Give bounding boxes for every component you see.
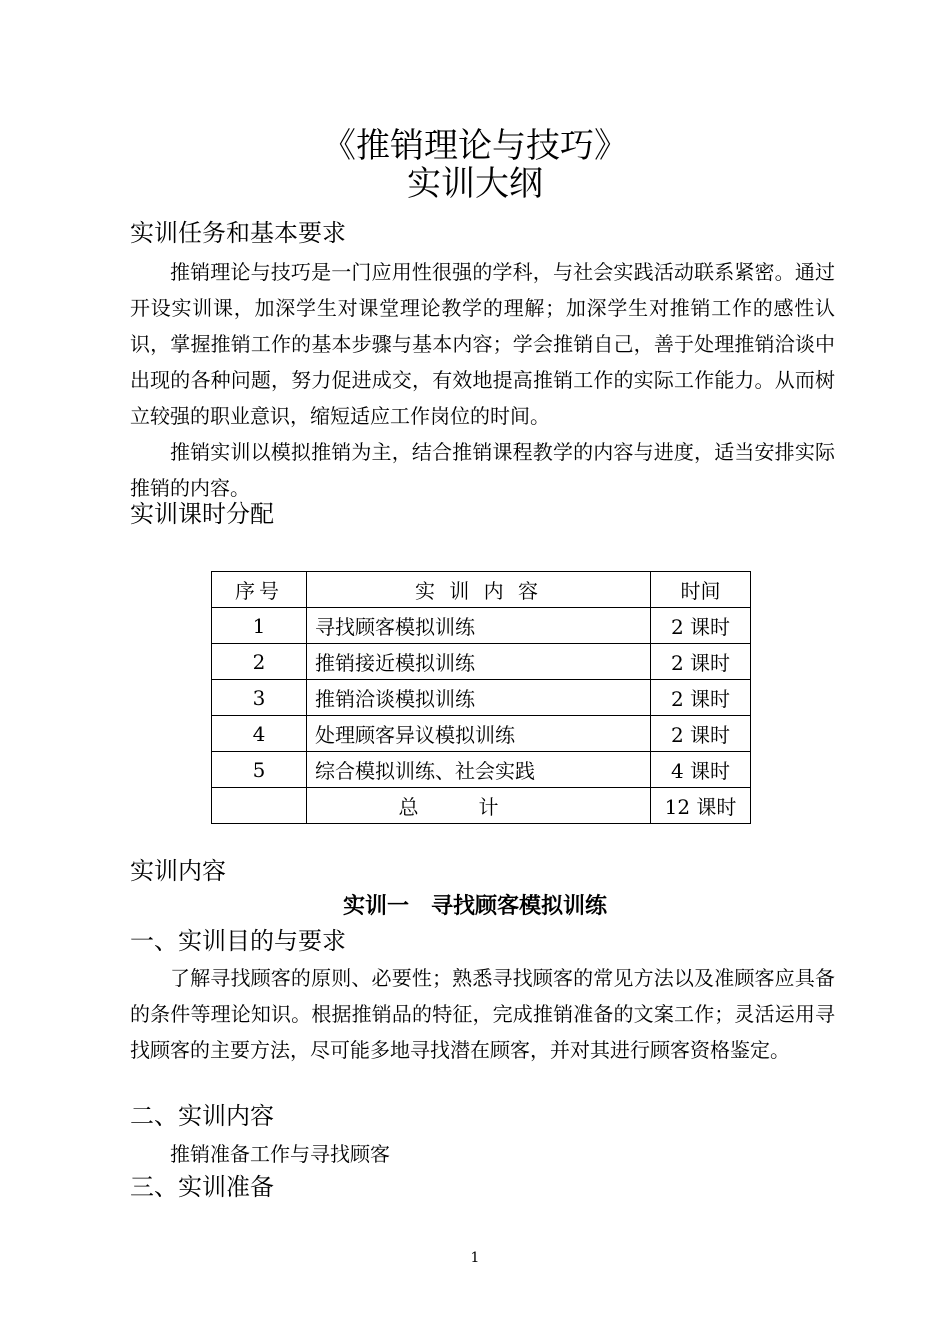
cell-no: 2	[212, 644, 307, 680]
cell-content: 处理顾客异议模拟训练	[307, 716, 651, 752]
cell-content: 推销接近模拟训练	[307, 644, 651, 680]
total-label: 总计	[307, 788, 651, 824]
cell-content: 推销洽谈模拟训练	[307, 680, 651, 716]
tasks-paragraph-2: 推销实训以模拟推销为主，结合推销课程教学的内容与进度，适当安排实际推销的内容。	[130, 440, 835, 500]
objectives-paragraph: 了解寻找顾客的原则、必要性；熟悉寻找顾客的常见方法以及准顾客应具备的条件等理论知识。根据推销品的特征，完成推销准备的文案工作；灵活运用寻找顾客的主要方法，尽可能多地寻找潜在顾客，并对其进行顾客资格鉴定。	[130, 966, 835, 1062]
cell-no: 4	[212, 716, 307, 752]
table-total-row	[212, 788, 751, 824]
cell-time: 2 课时	[651, 680, 751, 716]
heading-training-content: 二、实训内容	[130, 1102, 274, 1130]
cell-no: 5	[212, 752, 307, 788]
cell-time: 2 课时	[651, 716, 751, 752]
section-heading-tasks: 实训任务和基本要求	[130, 219, 346, 247]
cell-time: 2 课时	[651, 608, 751, 644]
cell-time: 2 课时	[651, 644, 751, 680]
page-number: 1	[470, 1250, 480, 1266]
total-value: 12 课时	[651, 788, 751, 824]
table-header-row	[212, 572, 751, 608]
cell-content: 寻找顾客模拟训练	[307, 608, 651, 644]
table-row	[212, 608, 751, 644]
cell-time: 4 课时	[651, 752, 751, 788]
table-row	[212, 716, 751, 752]
header-no: 序号	[212, 572, 307, 608]
header-time: 时间	[651, 572, 751, 608]
document-subtitle: 实训大纲	[407, 164, 543, 204]
hours-table	[211, 571, 751, 824]
table-row	[212, 680, 751, 716]
heading-objectives: 一、实训目的与要求	[130, 927, 346, 955]
tasks-paragraph-1: 推销理论与技巧是一门应用性很强的学科，与社会实践活动联系紧密。通过开设实训课，加深学生对课堂理论教学的理解；加深学生对推销工作的感性认识，掌握推销工作的基本步骤与基本内容；学会推销自己，善于处理推销洽谈中出现的各种问题，努力促进成交，有效地提高推销工作的实际工作能力。从而树立较强的职业意识，缩短适应工作岗位的时间。	[130, 260, 835, 428]
training-content-paragraph: 推销准备工作与寻找顾客	[170, 1142, 390, 1166]
table-row	[212, 644, 751, 680]
cell-empty	[212, 788, 307, 824]
heading-preparation: 三、实训准备	[130, 1173, 274, 1201]
training-subtitle: 实训一 寻找顾客模拟训练	[342, 894, 607, 919]
cell-no: 3	[212, 680, 307, 716]
header-content: 实 训 内 容	[307, 572, 651, 608]
table-row	[212, 752, 751, 788]
section-heading-content: 实训内容	[130, 857, 226, 885]
cell-content: 综合模拟训练、社会实践	[307, 752, 651, 788]
section-heading-hours: 实训课时分配	[130, 500, 274, 528]
cell-no: 1	[212, 608, 307, 644]
document-title: 《推销理论与技巧》	[322, 126, 628, 166]
